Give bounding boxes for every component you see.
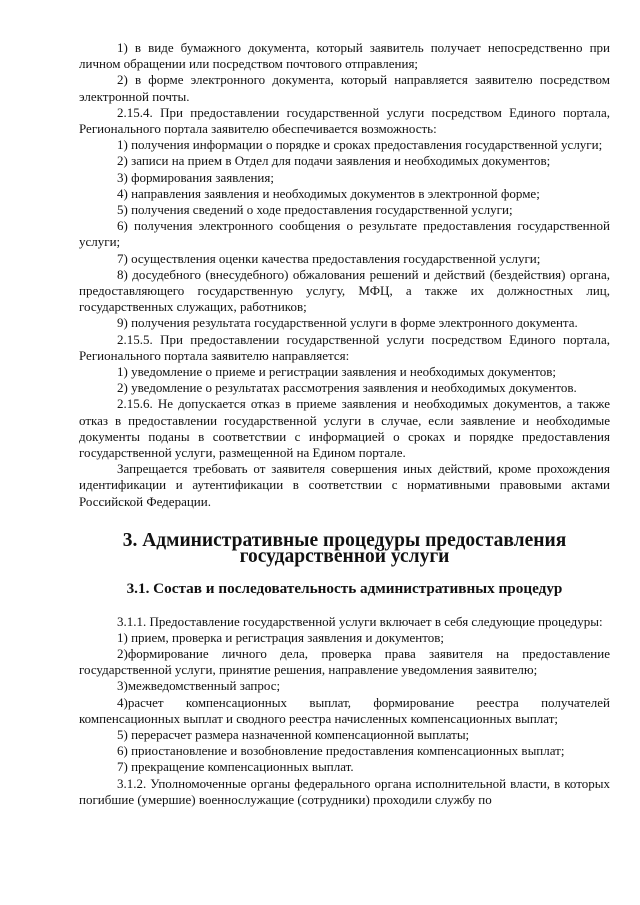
paragraph: 2) записи на прием в Отдел для подачи заявления и необходимых документов; (117, 153, 551, 169)
paragraph: 2) в форме электронного документа, который направляется заявителю посредством электронной почты. (79, 72, 610, 104)
paragraph: 7) осуществления оценки качества предоставления государственной услуги; (117, 250, 541, 266)
paragraph: 1) в виде бумажного документа, который заявитель получает непосредственно при личном обращении или посредством почтового отправления; (79, 40, 610, 72)
paragraph: 3) формирования заявления; (117, 169, 274, 185)
paragraph: 2.15.4. При предоставлении государственной услуги посредством Единого портала, Регионального портала заявителю обеспечивается возможность: (79, 104, 610, 137)
paragraph: 5) перерасчет размера назначенной компенсационной выплаты; (117, 726, 470, 742)
paragraph: Запрещается требовать от заявителя совершения иных действий, кроме прохождения идентификации и аутентификации в соответствии с нормативными правовыми актами Российской Федерации. (79, 461, 610, 509)
paragraph: 6) приостановление и возобновление предоставления компенсационных выплат; (117, 743, 565, 759)
paragraph: 3.1.1. Предоставление государственной услуги включает в себя следующие процедуры: (117, 613, 603, 629)
section-2-15-text (79, 40, 610, 510)
paragraph: 4) направления заявления и необходимых документов в электронной форме; (117, 185, 540, 201)
paragraph: 5) получения сведений о ходе предоставления государственной услуги; (117, 202, 513, 218)
paragraph: 2.15.5. При предоставлении государственной услуги посредством Единого портала, Регионального портала заявителю направляется: (79, 331, 610, 363)
paragraph: 3.1.2. Уполномоченные органы федерального органа исполнительной власти, в которых погибшие (умершие) военнослужащие (сотрудники) проходили службу по (79, 775, 610, 807)
paragraph: 2)формирование личного дела, проверка права заявителя на предоставление государственной услуги, принятие решения, направление уведомления заявителю; (79, 645, 610, 678)
section-3-1-heading: 3.1. Состав и последовательность административных процедур (126, 580, 563, 598)
paragraph: 1) прием, проверка и регистрация заявления и документов; (117, 629, 444, 645)
section-3-heading: 3. Административные процедуры предоставления государственной услуги (122, 529, 567, 568)
paragraph: 2) уведомление о результатах рассмотрения заявления и необходимых документов. (117, 380, 577, 396)
paragraph: 3)межведомственный запрос; (117, 678, 281, 694)
paragraph: 2.15.6. Не допускается отказ в приеме заявления и необходимых документов, а также отказ в предоставлении государственной услуги в случае, если заявление и необходимые документы поданы в соответствии с информацией о сроках и порядке предоставления государственной услуги, размещенной на Едином портале. (79, 396, 610, 461)
paragraph: 9) получения результата государственной услуги в форме электронного документа. (117, 315, 578, 331)
section-3-1-text (79, 614, 610, 808)
paragraph: 1) получения информации о порядке и сроках предоставления государственной услуги; (117, 137, 603, 153)
paragraph: 1) уведомление о приеме и регистрации заявления и необходимых документов; (117, 364, 556, 380)
paragraph: 7) прекращение компенсационных выплат. (117, 759, 354, 775)
paragraph: 8) досудебного (внесудебного) обжалования решений и действий (бездействия) органа, предоставляющего государственную услугу, МФЦ, а также их должностных лиц, государственных служащих, работников; (79, 266, 610, 315)
paragraph: 4)расчет компенсационных выплат, формирование реестра получателей компенсационных выплат и сводного реестра начисленных компенсационных выплат; (79, 694, 610, 726)
paragraph: 6) получения электронного сообщения о результате предоставления государственной услуги; (79, 218, 610, 250)
